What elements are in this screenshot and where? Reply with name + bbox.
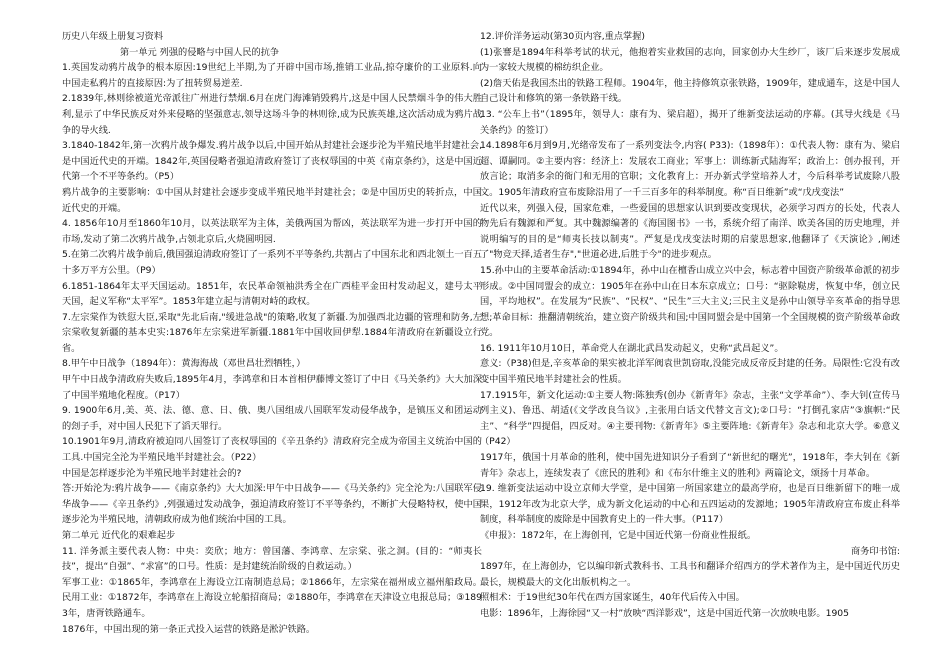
paragraph: 15.孙中山的主要革命活动:①1894年，孙中山在檀香山成立兴中会，标志着中国资产阶级革命派的初步形成。②中国同盟会的成立：1905年在孙中山在日本东京成立；口号：“驱除鞑虏，恢复中华，创立民国，平均地权”。在发展为“民族”、“民权”、“民生”三大主义;三民主义是孙中山领导辛亥革命的指导思想;革命目标：推翻清朝统治，建立资产阶级共和国;中国同盟会是中国第一个全国规模的资产阶级革命政党。 (480, 264, 900, 339)
right-column (480, 29, 900, 622)
paragraph: 1897年，在上海创办，它以编印新式教科书、工具书和翻译介绍西方的学术著作为主，是中国近代历史最长，规模最大的文化出版机构之一。 (480, 561, 900, 588)
paragraph: 答:开始沦为:鸦片战争——《南京条约》大大加深:甲午中日战争——《马关条约》完全沦为:八国联军侵华战争——《辛丑条约》,列强通过发动战争，强迫清政府签订不平等条约，不断扩大侵略特权，使中国逐步沦为半殖民地，清朝政府成为他们统治中国的工具。 (62, 483, 482, 526)
paragraph: 5.在第二次鸦片战争前后,俄国强迫清政府签订了一系列不平等条约,共割占了中国东北和西北领土一百五十多万平方公里。（P9） (62, 249, 482, 276)
paragraph: 7.左宗棠作为铁愆大臣,采取"先北后南,"缓进急战"的策略,收复了新疆.为加强西北边疆的管理和防务,左宗棠收复新疆的基本史实:1876年左宗棠进军新疆.1881年中国收回伊犁.1884年清政府在新疆设立行省。 (62, 311, 482, 354)
paragraph: 8.甲午中日战争（1894年）：黄海海战（邓世昌壮烈牺牲，） (62, 358, 306, 370)
paragraph: 1876年，中国出现的第一条正式投入运营的铁路是淞沪铁路。 (62, 623, 316, 635)
paragraph: 13. “公车上书”（1895年，领导人：康有为、梁启超），揭开了维新变法运动的序幕。(其导火线是《马关条约》的签订） (480, 108, 900, 136)
paragraph: 4. 1856年10月至1860年10月，以英法联军为主体，美俄两国为帮凶，英法联军为进一步打开中国的市场,发动了第二次鸦片战争,占领北京后,火烧圆明园. (62, 218, 482, 245)
paragraph: 12.评价洋务运动(第30页内容,重点掌握) (480, 31, 646, 42)
paragraph: 1.英国发动鸦片战争的根本原因:19世纪上半期,为了开辟中国市场,推销工业品,掠夺廉价的工业原料.向中国走私鸦片的直接原因:为了扭转贸易逆差. (62, 62, 482, 89)
paragraph: 6.1851-1864年太平天国运动。1851年，农民革命领袖洪秀全在广西桂平金田村发动起义，建号太平天国，起义军称“太平军”。1853年建立起与清朝对峙的政权。 (62, 280, 482, 308)
doc-title: 历史八年级上册复习资料 (62, 31, 164, 42)
paragraph: 14.1898年6月到9月,光绪帝发布了一系列变法令,内容( P33):（1898年）：①代表人物：康有为、梁启超、谭嗣同。②主要内容：经济上：发展农工商业；军事上：训练新式陆海军；政治上：创办报刊，开放言论；取消多余的衙门和无用的官职；文化教育上：开办新式学堂培养人才，今后科举考试废除八股文。1905年清政府宣布废除沿用了一千三百多年的科举制度。称“百日维新”或“戊戌变法” (480, 140, 900, 198)
paragraph: 1917年，俄国十月革命的胜利，使中国先进知识分子看到了“新世纪的曙光”，1918年，李大钊在《新青年》杂志上，连续发表了《庶民的胜利》和《布尔什维主义的胜利》两篇论文，颂扬十月革命。 (480, 452, 900, 479)
unit-1-title: 第一单元 列强的侵略与中国人民的抗争 (120, 46, 280, 58)
paragraph: 11. 洋务派主要代表人物：中央：奕欣；地方：曾国藩、李鸿章、左宗棠、张之洞。(目的：“师夷长技”，提出“自强”、“求富”的口号。性质：是封建统治阶级的自救运动。） (62, 545, 482, 573)
paragraph: 16. 1911年10月10日，革命党人在湖北武昌发动起义，史称“武昌起义”。 (480, 342, 784, 354)
paragraph: 军事工业：①1865年，李鸿章在上海设立江南制造总局；②1866年，左宗棠在福州成立福州船政局。民用工业：①1872年，李鸿章在上海设立轮船招商局；②1880年，李鸿章在天津设立电报总局；③1893年，唐胥铁路通车。 (62, 576, 482, 619)
paragraph: (1)张謇是1894年科举考试的状元，他抱着实业救国的志向，回家创办大生纱厂，该厂后来逐步发展成为一家较大规模的棉纺织企业。 (480, 46, 900, 74)
paragraph: 17.1915年，新文化运动:①主要人物:陈独秀(创办《新青年》杂志，主张“文学革命”）、李大钊(宣传马列主义)、鲁迅、胡适(《文学改良刍议》,主张用白话文代替文言文);②口号：“打倒孔家店”③旗帜:“民主”、“科学”四提倡，四反对。④主要刊物:《新青年》⑤主要阵地:《新青年》杂志和北京大学。⑥意义（P42） (480, 389, 900, 448)
paragraph: 19. 维新变法运动中设立京师大学堂，是中国第一所国家建立的最高学府，也是百日维新留下的唯一成果，1912年改为北京大学，成为新文化运动的中心和五四运动的发源地；1905年清政府宣布废止科举制度，科举制度的废除是中国教育史上的一件大事。（P117） (480, 483, 900, 526)
paragraph: (2)詹天佑是我国杰出的铁路工程师。1904年，他主持修筑京张铁路，1909年，建成通车，这是中国人自己设计和修筑的第一条铁路干线。 (480, 77, 900, 105)
paragraph: 鸦片战争的主要影响：①中国从封建社会逐步变成半殖民地半封建社会；②是中国历史的转折点，中国近代史的开端。 (62, 186, 482, 214)
unit-2-title: 第二单元 近代化的艰难起步 (62, 530, 176, 541)
paragraph: 9. 1900年6月,美、英、法、德、意、日、俄、奥八国组成八国联军发动侵华战争，是镇压义和团运动的刽子手，对中国人民犯下了滔天罪行。 (62, 405, 482, 432)
paragraph: 意义:（P38)但是,辛亥革命的果实被北洋军阀袁世凯窃取,没能完成反帝反封建的任务。局限性:它没有改变中国半殖民地半封建社会的性质。 (480, 358, 900, 386)
shenbao-line: 《申报》：1872年，在上海创刊，它是中国近代第一份商业性报纸。 (480, 530, 757, 541)
paragraph: 中国是怎样逐步沦为半殖民地半封建社会的? (62, 467, 242, 479)
paragraph: 甲午中日战争清政府失败后,1895年4月，李鸿章和日本首相伊藤博文签订了中日《马关条约》大大加深了中国半殖地化程度。（P17） (62, 374, 482, 401)
left-column (62, 29, 482, 637)
paragraph: 10.1901年9月,清政府被迫同八国签订了丧权辱国的《辛丑条约》清政府完全成为帝国主义统治中国的工具.中国完全沦为半殖民地半封建社会。（P22） (62, 436, 482, 464)
paragraph: 照相术：于19世纪30年代在西方国家诞生，40年代后传入中国。 (480, 592, 745, 604)
paragraph: 2.1839年,林则徐被道光帝派往广州进行禁烟.6月在虎门海滩销毁鸦片,这是中国人民禁烟斗争的伟大胜利,显示了中华民族反对外来侵略的坚强意志,领导这场斗争的林则徐,成为民族英雄,这次活动成为鸦片战争的导火线. (62, 93, 482, 136)
paragraph: 近代以来，列强入侵，国家危难，一些爱国的思想家认识到要改变现状，必须学习西方的长处，代表人物先后有魏源和严复。其中魏源编著的《海国图书》一书，系统介绍了南洋、欧美各国的历史地理，并说明编写的目的是“师夷长技以制夷”。严复是戊戌变法时期的启蒙思想家,他翻译了《天演论》,阐述了"物竞天择,适者生存","世道必进,后胜于今"的进步观点。 (480, 202, 900, 261)
commercial-press-label: 商务印书馆: (850, 545, 900, 557)
paragraph: 3.1840-1842年,第一次鸦片战争爆发.鸦片战争以后,中国开始从封建社会逐步沦为半殖民地半封建社会,是中国近代史的开端。1842年,英国侵略者强迫清政府签订了丧权辱国的中英《南京条约》，这是中国近代第一个不平等条约。（P5） (62, 140, 482, 183)
paragraph: 电影：1896年，上海徐园“又一村”放映“西洋影戏”，这是中国近代第一次放映电影。1905 (480, 607, 849, 619)
